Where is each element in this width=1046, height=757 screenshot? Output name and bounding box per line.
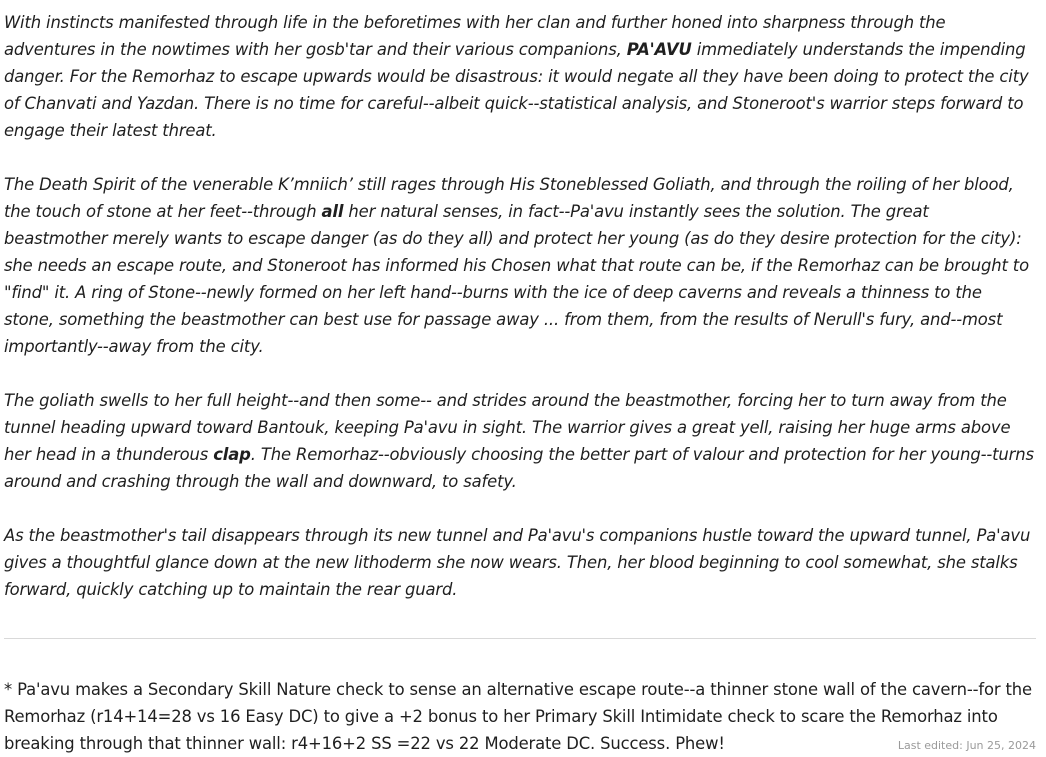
text-run: With instincts manifested through life in the beforetimes with her clan and further honed into sharpness through the adventures in the nowtimes with her gosb'tar and their various companions,	[4, 13, 946, 59]
paragraph-4	[4, 522, 1034, 603]
text-run: The goliath swells to her full height--and then some-- and strides around the beastmother, forcing her to turn away from the tunnel heading upward toward Bantouk, keeping Pa'avu in sight. The warrior gives a great yell, raising her huge arms above her head in a thunderous	[4, 391, 1011, 464]
character-name: PA'AVU	[626, 40, 692, 59]
emphasis-word: clap	[213, 445, 251, 464]
text-run: immediately understands the impending danger. For the Remorhaz to escape upwards would be disastrous: it would negate all they have been doing to protect the city of Chanvati and Yazdan. There is no time for careful--albeit quick--statistical analysis, and Stoneroot's warrior steps forward to engage their latest threat.	[4, 40, 1029, 140]
paragraph-3	[4, 387, 1034, 495]
paragraph-1	[4, 9, 1034, 144]
text-run: As the beastmother's tail disappears through its new tunnel and Pa'avu's companions hustle toward the upward tunnel, Pa'avu gives a thoughtful glance down at the new lithoderm she now wears. Then, her blood beginning to cool somewhat, she stalks forward, quickly catching up to maintain the rear guard.	[4, 526, 1031, 599]
text-run: . The Remorhaz--obviously choosing the better part of valour and protection for her young--turns around and crashing through the wall and downward, to safety.	[4, 445, 1034, 491]
last-edited-label: Last edited: Jun 25, 2024	[897, 739, 1036, 752]
emphasis-word: all	[321, 202, 344, 221]
text-run: her natural senses, in fact--Pa'avu instantly sees the solution. The great beastmother merely wants to escape danger (as do they all) and protect her young (as do they desire protection for the city): she needs an escape route, and Stoneroot has informed his Chosen what that route can be, if the Remorhaz can be brought to "find" it. A ring of Stone--newly formed on her left hand--burns with the ice of deep caverns and reveals a thinness to the stone, something the beastmother can best use for passage away ... from them, from the results of Nerull's fury, and--most importantly--away from the city.	[4, 202, 1029, 356]
section-divider	[4, 638, 1036, 639]
dice-footnote: * Pa'avu makes a Secondary Skill Nature check to sense an alternative escape route--a thinner stone wall of the cavern--for the Remorhaz (r14+14=28 vs 16 Easy DC) to give a +2 bonus to her Primary Skill Intimidate check to scare the Remorhaz into breaking through that thinner wall: r4+16+2 SS =22 vs 22 Moderate DC. Success. Phew!	[4, 680, 1032, 753]
text-run: The Death Spirit of the venerable K’mniich’ still rages through His Stoneblessed Goliath, and through the roiling of her blood, the touch of stone at her feet--through	[4, 175, 1014, 221]
post-body	[4, 9, 1034, 603]
forum-post	[4, 9, 1034, 757]
paragraph-2	[4, 171, 1034, 360]
